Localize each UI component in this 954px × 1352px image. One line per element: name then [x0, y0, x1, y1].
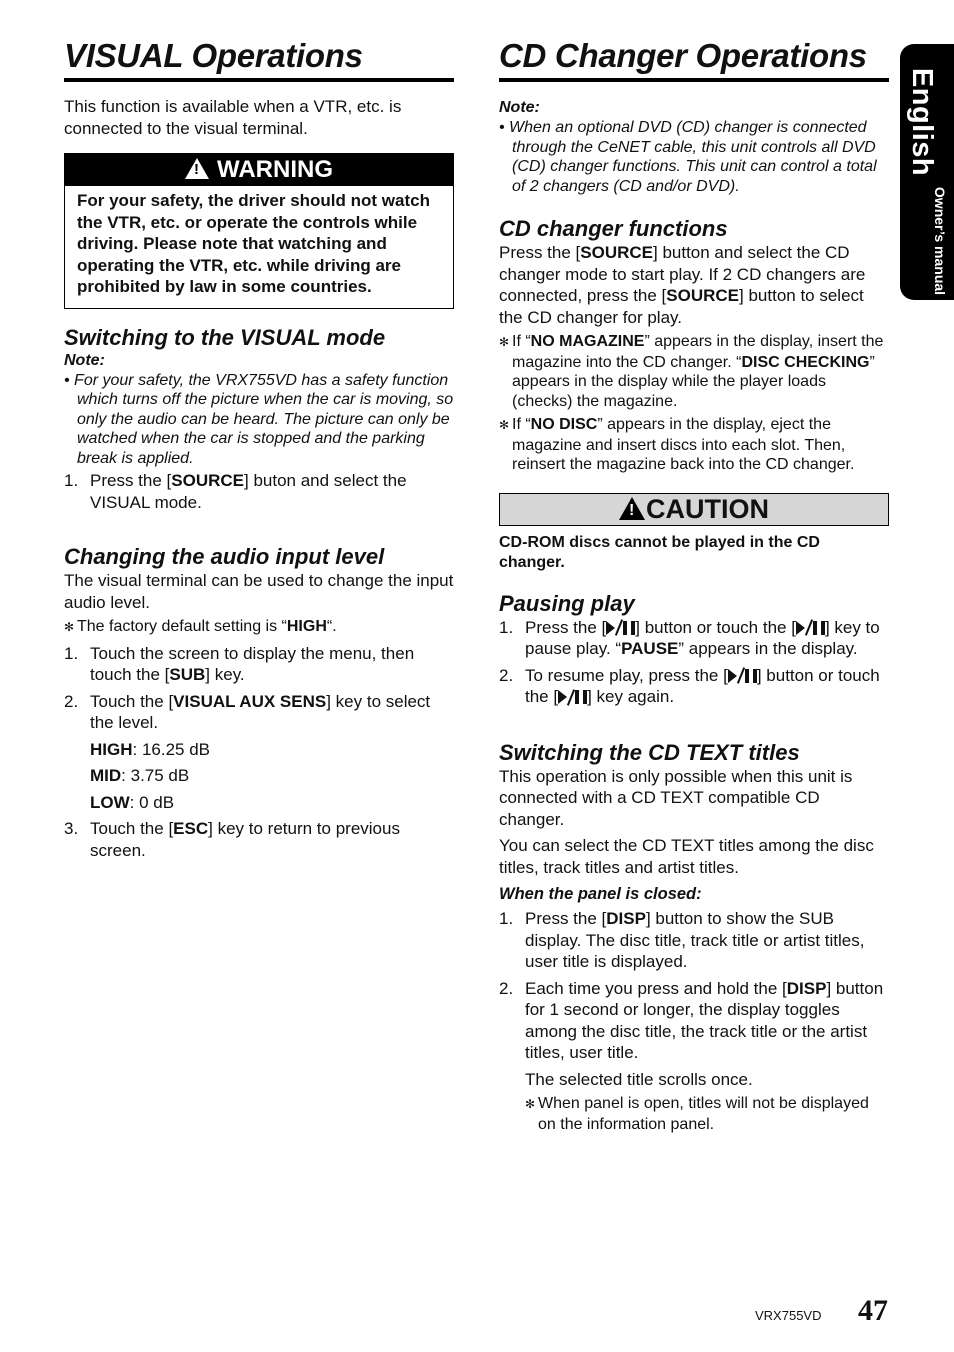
list-item: 1. Press the [SOURCE] buton and select the VISUAL mode. [64, 471, 407, 512]
switching-steps [64, 470, 454, 513]
page-number: 47 [858, 1294, 888, 1327]
visual-operations-title: VISUAL Operations [64, 36, 454, 82]
play-pause-icon [728, 667, 757, 684]
level-mid: MID: 3.75 dB [90, 766, 190, 785]
cdtext-p1: This operation is only possible when this unit is connected with a CD TEXT compatible CD changer. [499, 766, 853, 829]
list-item: 3. Touch the [ESC] key to return to previous screen. [64, 819, 400, 860]
language-tab [900, 44, 954, 300]
list-item: 1. Press the [ ] button or touch the [ ] key to pause play. “PAUSE” appears in the display. [499, 617, 880, 658]
pausing-steps [499, 617, 889, 708]
functions-text: Press the [SOURCE] button and select the CD changer mode to start play. If 2 CD changers are connected, press the [SOURCE] button to select the CD changer for play. [499, 243, 866, 327]
cenet-note: • When an optional DVD (CD) changer is connected through the CeNET cable, this unit controls all DVD (CD) changer functions. This unit can control a total of 2 changers (CD and/or DVD). [499, 119, 877, 195]
play-pause-icon [606, 619, 635, 636]
factory-default-note: ✻ The factory default setting is “HIGH“. [64, 618, 337, 635]
audio-input-heading: Changing the audio input level [64, 544, 385, 569]
cd-changer-title: CD Changer Operations [499, 36, 889, 82]
scroll-note: The selected title scrolls once. [525, 1069, 753, 1089]
note-label: Note: [64, 351, 105, 369]
caution-header [499, 493, 889, 526]
cd-text-heading: Switching the CD TEXT titles [499, 739, 800, 765]
note-label: Note: [499, 99, 540, 116]
model-number: VRX755VD [755, 1308, 822, 1323]
list-item: 2. Touch the [VISUAL AUX SENS] key to select the level. HIGH: 16.25 dB MID: 3.75 dB LOW: 0 dB [64, 691, 454, 814]
list-item: 2. To resume play, press the [ ] button or touch the [ ] key again. [499, 665, 880, 706]
no-magazine-note: ✻ If “NO MAGAZINE” appears in the display, insert the magazine into the CD changer. “DISC CHECKING” appears in the display while the player loads (checks) the magazine. [499, 333, 884, 410]
switching-visual-heading: Switching to the VISUAL mode [64, 324, 386, 350]
english-label: English [905, 67, 938, 177]
warning-box [64, 153, 454, 309]
warning-label: WARNING [217, 156, 333, 183]
owners-manual-label: Owner’s manual [931, 186, 948, 296]
right-column [499, 36, 889, 1134]
no-disc-note: ✻ If “NO DISC” appears in the display, eject the magazine and insert discs into each slot. Then, reinsert the magazine back into the CD changer. [499, 416, 855, 473]
play-pause-icon [558, 689, 587, 706]
list-item: 2. Each time you press and hold the [DISP] button for 1 second or longer, the display toggles among the disc title, the track title or the artist titles, user title. The selected title scrolls once. ✻ When panel is open, titles will not be displayed on the information panel. [499, 978, 889, 1135]
play-pause-icon [796, 619, 825, 636]
level-high: HIGH: 16.25 dB [90, 739, 211, 759]
panel-open-note: ✻ When panel is open, titles will not be displayed on the information panel. [525, 1095, 869, 1133]
warning-text: For your safety, the driver should not watch the VTR, etc. or operate the controls while driving. Please note that watching and operating the VTR, etc. while driving are prohibited by law in some countries. [77, 191, 430, 296]
panel-closed-subheading: When the panel is closed: [499, 885, 702, 903]
visual-intro: This function is available when a VTR, etc. is connected to the visual terminal. [64, 97, 402, 138]
audio-intro: The visual terminal can be used to change the input audio level. [64, 571, 454, 612]
list-item: 1. Touch the screen to display the menu, then touch the [SUB] key. [64, 643, 415, 684]
level-low: LOW: 0 dB [90, 792, 175, 812]
list-item: 1. Press the [DISP] button to show the SUB display. The disc title, track title or artist titles, user title is displayed. [499, 909, 865, 971]
cd-changer-functions-heading: CD changer functions [499, 216, 728, 241]
cdtext-steps [499, 908, 889, 1134]
caution-text: CD-ROM discs cannot be played in the CD changer. [499, 533, 820, 571]
warning-icon [185, 158, 209, 179]
caution-icon [619, 497, 645, 520]
left-column [64, 36, 454, 861]
safety-note: • For your safety, the VRX755VD has a safety function which turns off the picture when the car is moving, so only the audio can be heard. The picture can only be watched when the car is stopped and the parking break is applied. [64, 371, 454, 467]
pausing-play-heading: Pausing play [499, 590, 635, 616]
cdtext-p2: You can select the CD TEXT titles among the disc titles, track titles and artist titles. [499, 836, 874, 877]
audio-steps [64, 643, 454, 862]
warning-header [65, 154, 453, 186]
caution-label: CAUTION [646, 493, 769, 524]
